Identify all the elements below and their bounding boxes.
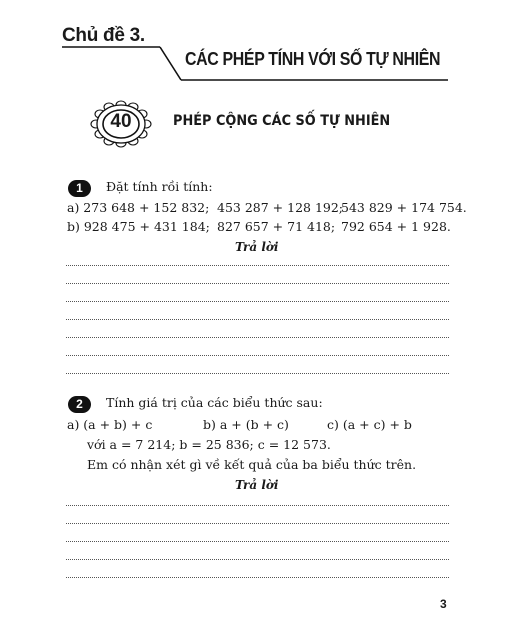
page-number: 3 [440,597,447,611]
answer-line[interactable] [66,301,449,302]
exercise-1-instruction: Đặt tính rồi tính: [106,179,213,194]
exercise-1-row-b-item-3: 792 654 + 1 928. [341,219,451,234]
answer-line[interactable] [66,559,449,560]
exercise-1-row-a-item-2: 453 287 + 128 192; [217,200,344,215]
exercise-1-row-a-item-3: 543 829 + 174 754. [341,200,467,215]
exercise-2-expression-b: b) a + (b + c) [203,417,289,432]
exercise-1-answer-label: Trả lời [235,240,279,254]
answer-line[interactable] [66,505,449,506]
exercise-1-row-b-item-1: b) 928 475 + 431 184; [67,219,210,234]
chapter-title: CÁC PHÉP TÍNH VỚI SỐ TỰ NHIÊN [185,48,441,69]
answer-line[interactable] [66,265,449,266]
exercise-2-given-values: với a = 7 214; b = 25 836; c = 12 573. [87,437,331,452]
answer-line[interactable] [66,373,449,374]
exercise-1-row-b-item-2: 827 657 + 71 418; [217,219,336,234]
answer-line[interactable] [66,523,449,524]
exercise-1-badge: 1 [68,180,91,197]
exercise-2-answer-label: Trả lời [235,478,279,492]
answer-line[interactable] [66,283,449,284]
exercise-2-expression-a: a) (a + b) + c [67,417,153,432]
answer-line[interactable] [66,577,449,578]
exercise-2-expression-c: c) (a + c) + b [327,417,412,432]
exercise-2-badge: 2 [68,396,91,413]
lesson-title: PHÉP CỘNG CÁC SỐ TỰ NHIÊN [173,113,391,129]
answer-line[interactable] [66,355,449,356]
answer-line[interactable] [66,319,449,320]
topic-label: Chủ đề 3. [62,25,145,46]
exercise-1-row-a-item-1: a) 273 648 + 152 832; [67,200,210,215]
exercise-2-instruction: Tính giá trị của các biểu thức sau: [106,395,323,410]
answer-line[interactable] [66,541,449,542]
answer-line[interactable] [66,337,449,338]
lesson-number: 40 [110,111,132,132]
exercise-2-question: Em có nhận xét gì về kết quả của ba biểu thức trên. [87,457,417,472]
